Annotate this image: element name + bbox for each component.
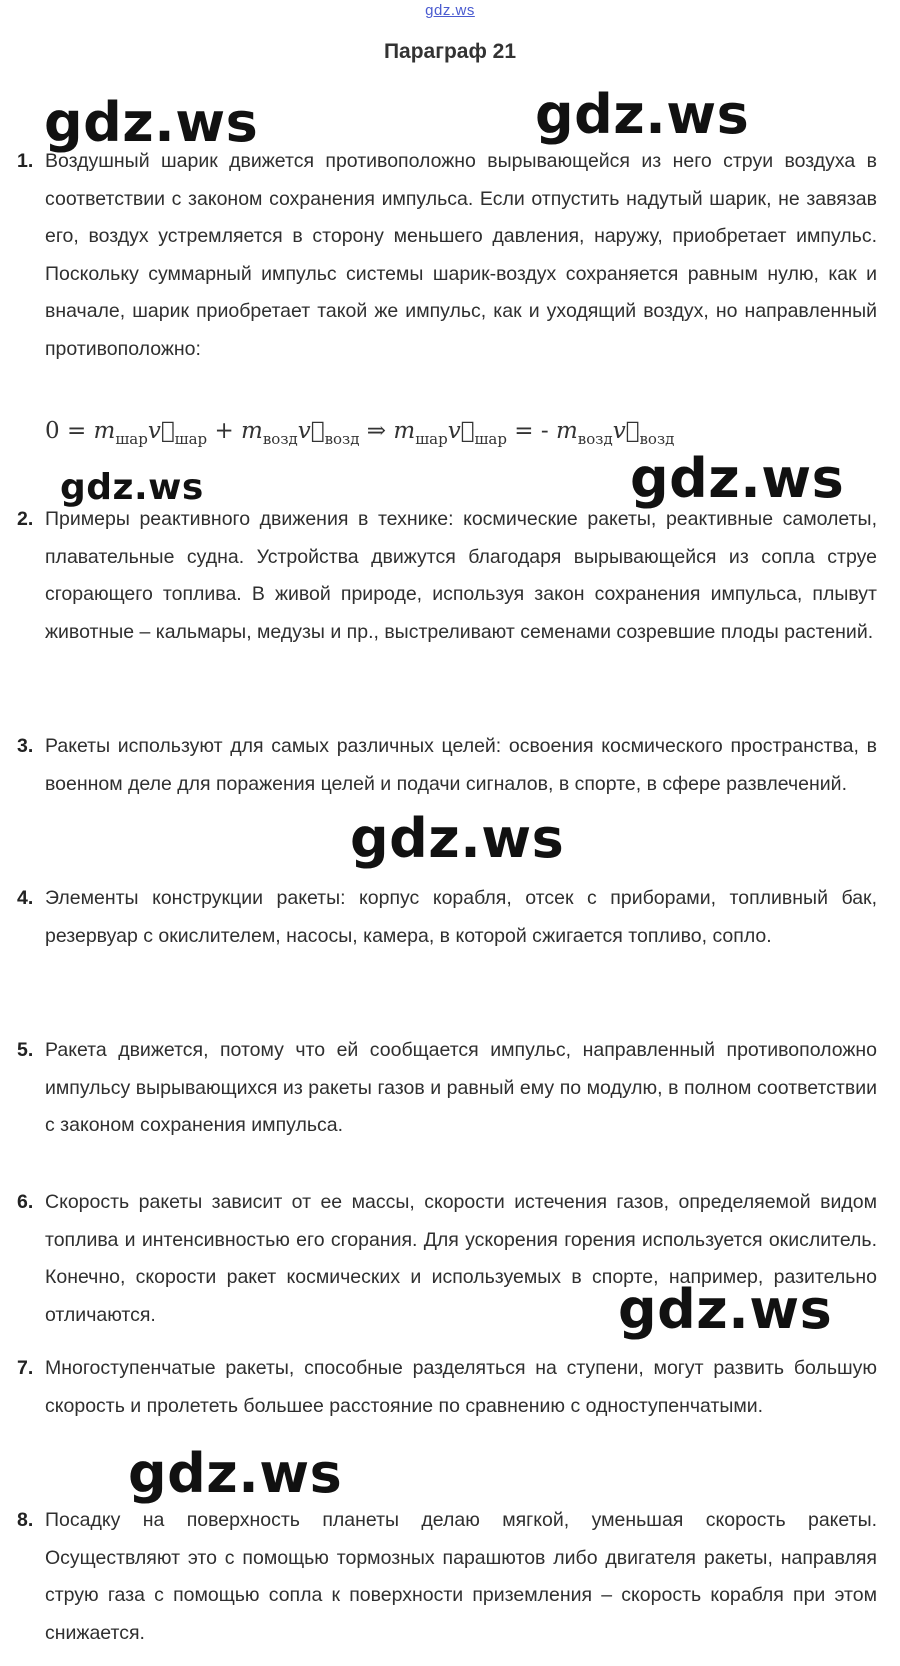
formula-subscript: возд <box>577 430 613 448</box>
watermark: gdz.ws <box>535 83 750 146</box>
formula-mass-symbol: m <box>93 418 116 444</box>
formula-subscript: возд <box>639 430 675 448</box>
item-number: 8. <box>17 1509 34 1531</box>
item-number: 7. <box>17 1357 34 1379</box>
formula-plus: + <box>214 418 234 444</box>
item-text: Воздушный шарик движется противоположно вырывающейся из него струи воздуха в соответствии с законом сохранения импульса. Если отпустить надутый шарик, не завязав его, воздух устремляется в сторону меньшего давления, наружу, приобретает импульс. Поскольку суммарный импульс системы шарик-воздух сохраняется равным нулю, как и вначале, шарик приобретает такой же импульс, как и уходящий воздух, но направленный противоположно: <box>45 150 877 360</box>
item-text: Скорость ракеты зависит от ее массы, скорости истечения газов, определяемой видом топлива и интенсивностью его сгорания. Для ускорения горения используется окислитель. Конечно, скорости ракет космических и используемых в спорте, например, разительно отличаются. <box>45 1191 877 1326</box>
item-text: Многоступенчатые ракеты, способные разделяться на ступени, могут развить большую скорость и пролететь большее расстояние по сравнению с одноступенчатыми. <box>45 1357 877 1417</box>
answer-item-6 <box>17 1184 877 1334</box>
page-title: Параграф 21 <box>383 40 517 63</box>
formula-equals-minus: = - <box>514 418 549 444</box>
item-number: 4. <box>17 887 34 909</box>
answer-item-4 <box>17 880 877 955</box>
formula-mass-symbol: m <box>241 418 263 444</box>
formula-zero: 0 = <box>45 418 87 444</box>
answer-item-5 <box>17 1032 877 1145</box>
item-text: Посадку на поверхность планеты делаю мягкой, уменьшая скорость ракеты. Осуществляют это с помощью тормозных парашютов либо двигателя ракеты, направляя струю газа с помощью сопла к поверхности приземления – скорость корабля при этом снижается. <box>45 1509 877 1644</box>
answer-item-8 <box>17 1502 877 1652</box>
watermark: gdz.ws <box>44 91 259 154</box>
formula-mass-symbol: m <box>393 418 416 444</box>
watermark: gdz.ws <box>618 1278 833 1341</box>
watermark: gdz.ws <box>630 447 845 510</box>
item-number: 3. <box>17 735 34 757</box>
formula-mass-symbol: m <box>555 418 578 444</box>
formula-subscript: шар <box>115 430 148 448</box>
answer-item-2 <box>17 501 877 651</box>
formula-subscript: шар <box>415 430 448 448</box>
watermark: gdz.ws <box>60 467 204 508</box>
item-text: Элементы конструкции ракеты: корпус корабля, отсек с приборами, топливный бак, резервуар с окислителем, насосы, камера, в которой сжигается топливо, сопло. <box>45 887 877 947</box>
formula-implies: ⇒ <box>366 418 387 444</box>
formula-subscript: возд <box>262 430 298 448</box>
formula-velocity-symbol: v⃗ <box>147 418 175 444</box>
item-number: 2. <box>17 508 34 530</box>
answer-item-7 <box>17 1350 877 1425</box>
formula-velocity-symbol: v⃗ <box>447 418 475 444</box>
item-text: Ракета движется, потому что ей сообщается импульс, направленный противоположно импульсу вырывающихся из ракеты газов и равный ему по модулю, в полном соответствии с законом сохранения импульса. <box>45 1039 877 1137</box>
formula-velocity-symbol: v⃗ <box>612 418 640 444</box>
site-link[interactable]: gdz.ws <box>425 2 475 19</box>
item-number: 1. <box>17 150 34 172</box>
formula-subscript: шар <box>474 430 507 448</box>
item-number: 5. <box>17 1039 34 1061</box>
formula-subscript: шар <box>174 430 208 448</box>
formula-velocity-symbol: v⃗ <box>297 418 325 444</box>
item-text: Примеры реактивного движения в технике: космические ракеты, реактивные самолеты, плавательные судна. Устройства движутся благодаря вырывающейся из сопла струе сгорающего топлива. В живой природе, используя закон сохранения импульса, плывут животные – кальмары, медузы и пр., выстреливают семенами созревшие плоды растений. <box>45 508 877 643</box>
watermark: gdz.ws <box>350 807 565 870</box>
answer-item-1 <box>17 143 877 369</box>
item-text: Ракеты используют для самых различных целей: освоения космического пространства, в военном деле для поражения целей и подачи сигналов, в спорте, в сфере развлечений. <box>45 735 877 795</box>
answer-item-3 <box>17 728 877 803</box>
watermark: gdz.ws <box>128 1442 343 1505</box>
formula-subscript: возд <box>324 430 360 448</box>
item-number: 6. <box>17 1191 34 1213</box>
momentum-formula <box>45 418 674 448</box>
